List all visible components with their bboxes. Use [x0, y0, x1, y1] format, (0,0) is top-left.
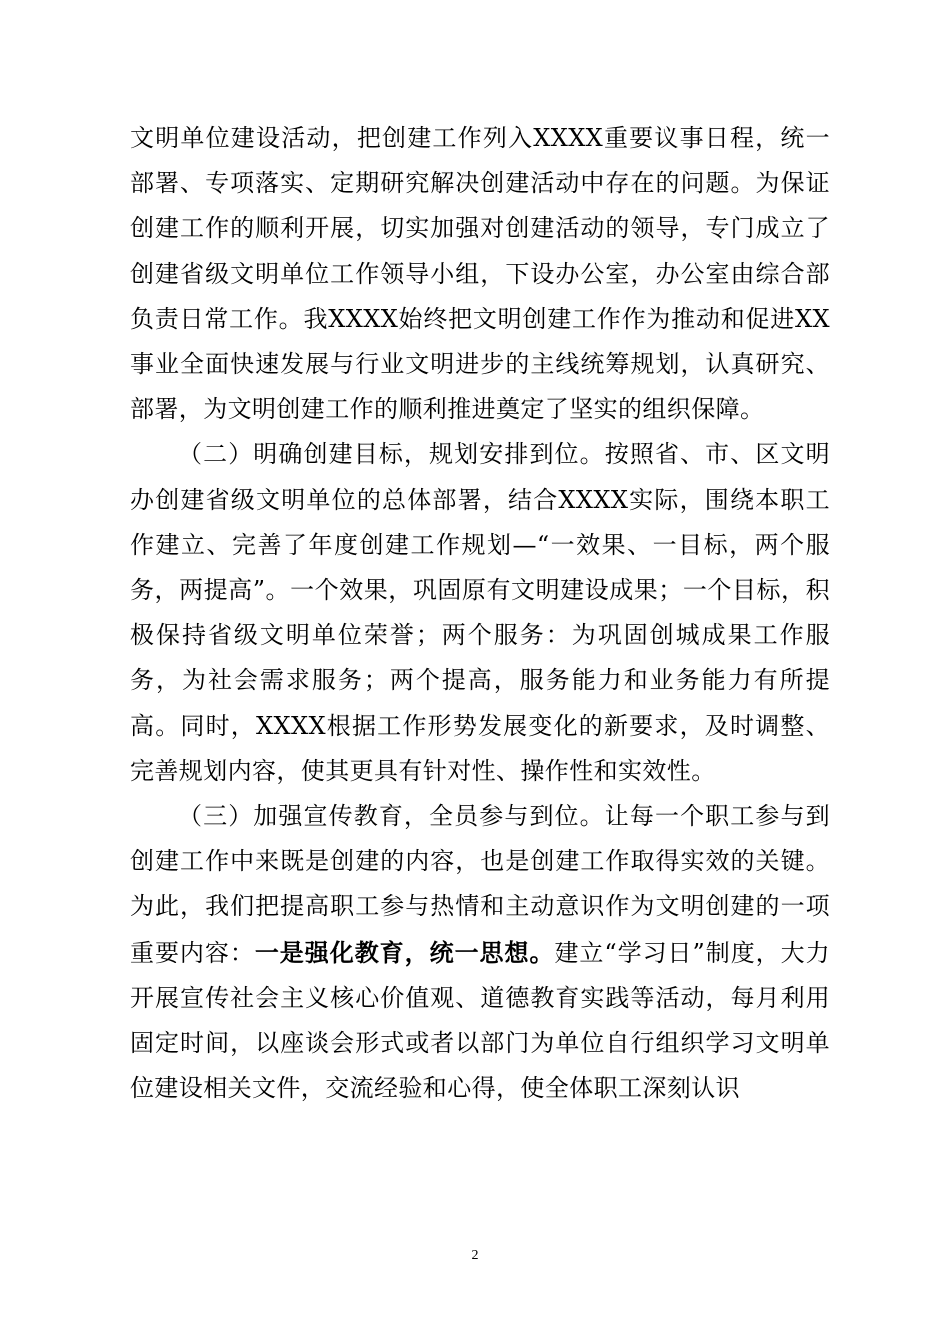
document-body: [130, 116, 830, 1111]
page-number: 2: [471, 1248, 479, 1263]
paragraph-section-two: [130, 432, 830, 794]
paragraph-text: （二）明确创建目标，规划安排到位。按照省、市、区文明办创建省级文明单位的总体部署，结合XXXX实际，围绕本职工作建立、完善了年度创建工作规划—“一效果、一目标，两个服务，两提高”。一个效果，巩固原有文明建设成果；一个目标，积极保持省级文明单位荣誉；两个服务：为巩固创城成果工作服务，为社会需求服务；两个提高，服务能力和业务能力有所提高。同时，XXXX根据工作形势发展变化的新要求，及时调整、完善规划内容，使其更具有针对性、操作性和实效性。: [130, 440, 830, 785]
paragraph-section-three: [130, 794, 830, 1111]
paragraph-text: 文明单位建设活动，把创建工作列入XXXX重要议事日程，统一部署、专项落实、定期研究解决创建活动中存在的问题。为保证创建工作的顺利开展，切实加强对创建活动的领导，专门成立了创建省级文明单位工作领导小组，下设办公室，办公室由综合部负责日常工作。我XXXX始终把文明创建工作作为推动和促进XX事业全面快速发展与行业文明进步的主线统筹规划，认真研究、部署，为文明创建工作的顺利推进奠定了坚实的组织保障。: [130, 124, 830, 424]
paragraph-text: 建立“学习日”制度，大力开展宣传社会主义核心价值观、道德教育实践等活动，每月利用固定时间，以座谈会形式或者以部门为单位自行组织学习文明单位建设相关文件，交流经验和心得，使全体职工深刻认识: [130, 938, 831, 1103]
paragraph-text: （三）加强宣传教育，全员参与到位。让每一个职工参与到创建工作中来既是创建的内容，也是创建工作取得实效的关键。为此，我们把提高职工参与热情和主动意识作为文明创建的一项重要内容：: [130, 802, 830, 967]
paragraph-continuation: [130, 116, 830, 432]
bold-emphasis: 一是强化教育，统一思想。: [254, 937, 555, 967]
